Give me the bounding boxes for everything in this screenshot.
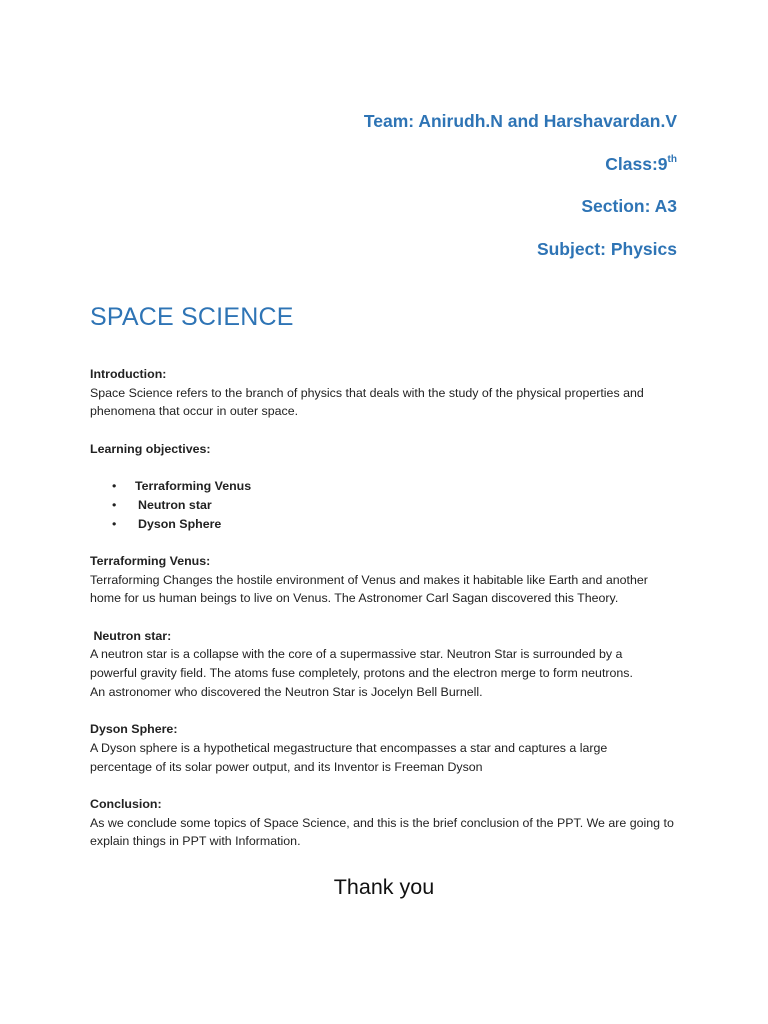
list-item bbox=[90, 515, 690, 534]
venus-section bbox=[90, 552, 690, 608]
conclusion-text-line: explain things in PPT with Information. bbox=[90, 834, 301, 849]
neutron-text-line: An astronomer who discovered the Neutron Star is Jocelyn Bell Burnell. bbox=[90, 684, 483, 699]
document-title: SPACE SCIENCE bbox=[90, 303, 294, 331]
conclusion-text-line: As we conclude some topics of Space Science, and this is the brief conclusion of the PPT. We are going to bbox=[90, 815, 674, 830]
objectives-section bbox=[90, 440, 690, 533]
bullet-icon: • bbox=[112, 516, 117, 531]
venus-text-line: Terraforming Changes the hostile environment of Venus and makes it habitable like Earth and another bbox=[90, 572, 648, 587]
neutron-text-line: A neutron star is a collapse with the core of a supermassive star. Neutron Star is surrounded by a bbox=[90, 647, 623, 662]
neutron-section bbox=[90, 627, 690, 702]
document-body bbox=[90, 365, 690, 851]
dyson-heading: Dyson Sphere: bbox=[90, 722, 178, 737]
objectives-heading: Learning objectives: bbox=[90, 441, 211, 456]
dyson-text-line: percentage of its solar power output, and its Inventor is Freeman Dyson bbox=[90, 759, 483, 774]
venus-heading: Terraforming Venus: bbox=[90, 553, 211, 568]
venus-text-line: home for us human beings to live on Venus. The Astronomer Carl Sagan discovered this Theory. bbox=[90, 591, 619, 606]
section-line: Section: A3 bbox=[581, 196, 677, 216]
bullet-icon: • bbox=[112, 479, 117, 494]
dyson-text-line: A Dyson sphere is a hypothetical megastructure that encompasses a star and captures a large bbox=[90, 740, 608, 755]
subject-line: Subject: Physics bbox=[536, 238, 677, 259]
introduction-section bbox=[90, 365, 690, 421]
list-item-label: Terraforming Venus bbox=[135, 479, 252, 494]
list-item bbox=[90, 477, 690, 496]
class-superscript: th bbox=[667, 153, 677, 165]
objectives-list bbox=[90, 477, 690, 533]
class-text: Class:9 bbox=[605, 153, 668, 174]
conclusion-heading: Conclusion: bbox=[90, 797, 162, 812]
team-line: Team: Anirudh.N and Harshavardan.V bbox=[363, 111, 677, 131]
class-line bbox=[364, 153, 677, 175]
introduction-text-line: Space Science refers to the branch of physics that deals with the study of the physical properties and bbox=[90, 385, 644, 400]
header-block bbox=[364, 110, 677, 280]
closing-text: Thank you bbox=[333, 875, 435, 899]
dyson-section bbox=[90, 720, 690, 776]
neutron-text-line: powerful gravity field. The atoms fuse completely, protons and the electron merge to form neutrons. bbox=[90, 666, 633, 681]
list-item-label: Neutron star bbox=[138, 497, 212, 512]
neutron-heading: Neutron star: bbox=[90, 628, 172, 643]
list-item-label: Dyson Sphere bbox=[138, 516, 222, 531]
introduction-text-line: phenomena that occur in outer space. bbox=[90, 404, 299, 419]
bullet-icon: • bbox=[112, 497, 117, 512]
conclusion-section bbox=[90, 795, 690, 851]
introduction-heading: Introduction: bbox=[90, 367, 167, 381]
list-item bbox=[90, 496, 690, 515]
